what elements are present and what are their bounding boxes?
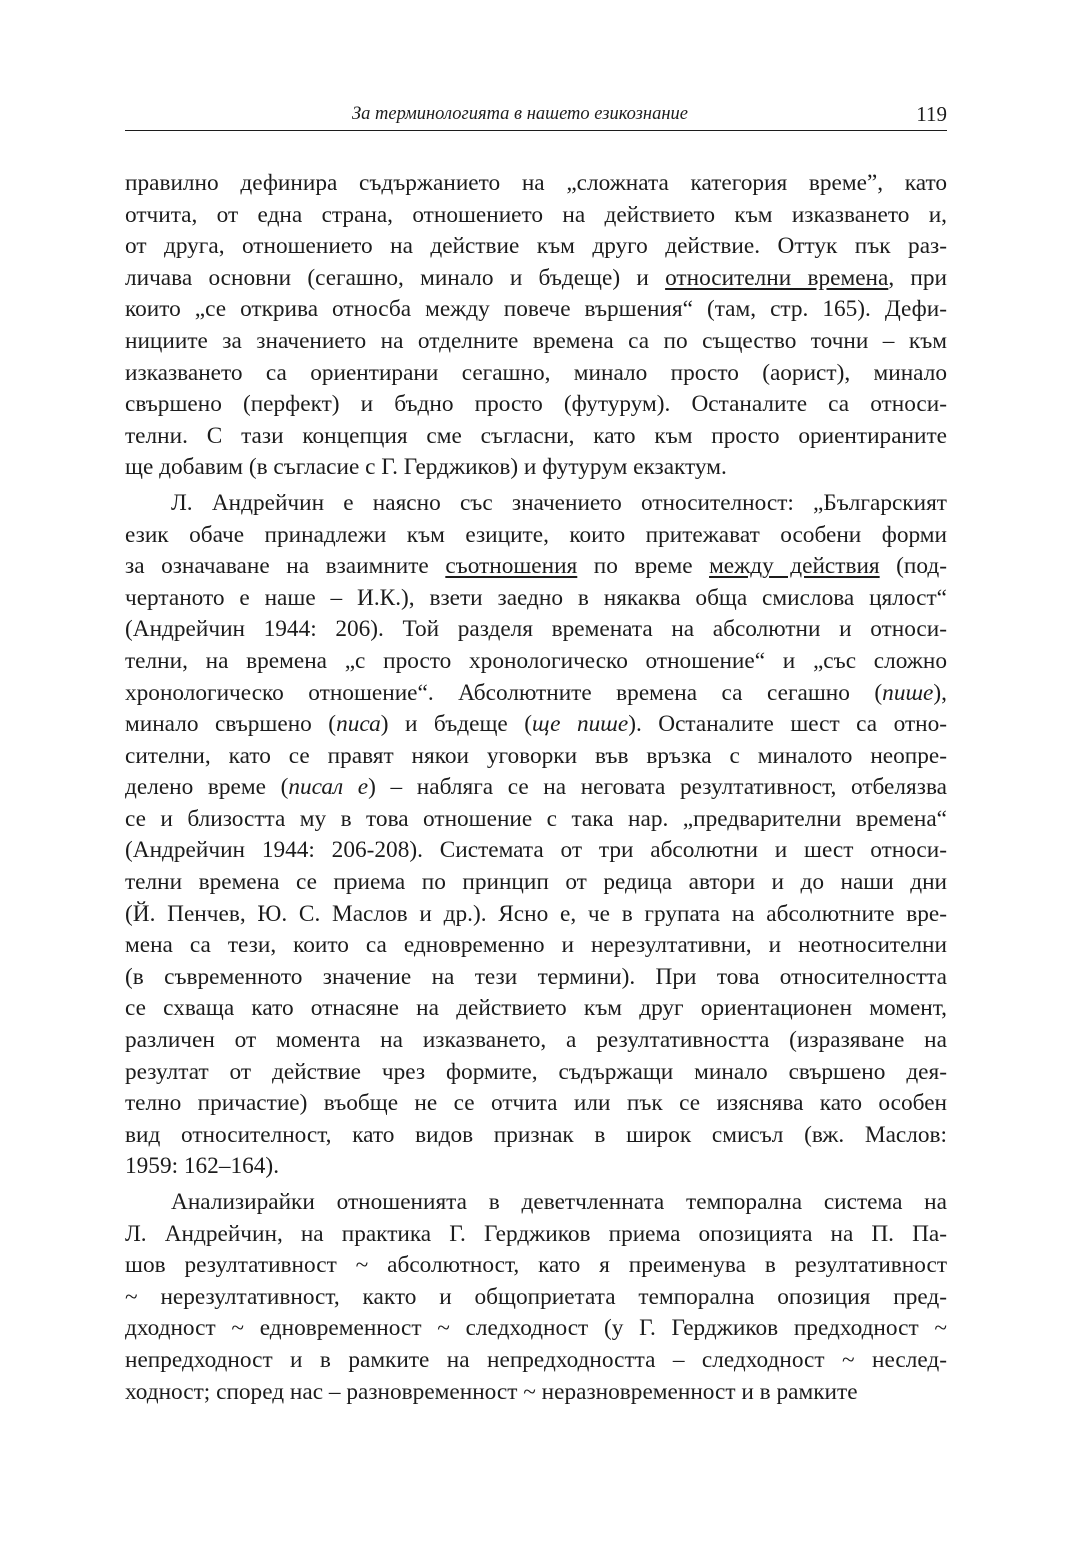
- body-text: [125, 168, 947, 1408]
- text-run: дходност ~ едновременност ~ следходност (у Г. Герджиков предходност ~: [125, 1315, 947, 1342]
- text-run: (Й. Пенчев, Ю. С. Маслов и др.). Ясно е, че в групата на абсолютните вре-: [125, 900, 947, 927]
- text-line: [125, 1120, 947, 1152]
- text-line: [125, 741, 947, 773]
- italic-text: пише: [882, 679, 934, 706]
- text-line: [125, 168, 947, 200]
- text-run: се схваща като отнасяне на действието към друг ориентационен момент,: [125, 995, 947, 1022]
- text-line: [125, 1219, 947, 1251]
- text-run: правилно дефинира съдържанието на „сложната категория време”, като: [125, 170, 947, 196]
- italic-text: писа: [336, 711, 381, 738]
- text-line: [125, 646, 947, 678]
- text-run: (под-: [879, 553, 947, 580]
- text-line: [125, 899, 947, 931]
- text-run: хронологическо отношение“. Абсолютните времена са сегашно (: [125, 679, 883, 706]
- text-line: [125, 520, 947, 552]
- paragraph: [125, 488, 947, 1183]
- text-run: (Андрейчин 1944: 206). Той разделя времената на абсолютни и относи-: [125, 616, 947, 643]
- text-run: непредходност и в рамките на непредходността – следходност ~ неслед-: [125, 1346, 947, 1373]
- text-run: ) – набляга се на неговата резултативност, отбелязва: [368, 774, 947, 801]
- text-line: [125, 962, 947, 994]
- text-run: за означаване на взаимните: [125, 553, 446, 580]
- text-run: различен от момента на изказването, а резултативността (изразяване на: [125, 1027, 947, 1054]
- text-line: [125, 709, 947, 741]
- text-run: сителни, като се правят някои уговорки във връзка с миналото неопре-: [125, 742, 947, 769]
- text-line: [125, 930, 947, 962]
- text-line: [125, 1151, 947, 1183]
- text-line: [125, 1088, 947, 1120]
- text-line: [125, 1313, 947, 1345]
- underlined-text: относителни времена: [665, 264, 889, 291]
- text-run: телни, на времена „с просто хронологическо отношение“ и „със сложно: [125, 647, 947, 674]
- text-run: ) и бъдеще (: [380, 711, 532, 738]
- text-line: [125, 1187, 947, 1219]
- text-run: телни времена се приема по принцип от редица автори и до наши дни: [125, 869, 947, 896]
- italic-text: ще пише: [531, 711, 629, 738]
- text-run: език обаче принадлежи към езиците, които притежават особени форми: [125, 521, 947, 548]
- text-run: се и близостта му в това отношение с така нар. „предварителни времена“: [125, 805, 947, 832]
- text-run: ),: [933, 679, 947, 706]
- underlined-text: между действия: [709, 553, 880, 580]
- running-title: За терминологията в нашето езикознание: [352, 104, 688, 124]
- text-run: (Андрейчин 1944: 206-208). Системата от три абсолютни и шест относи-: [125, 837, 947, 864]
- text-line: [125, 1282, 947, 1314]
- text-run: ). Останалите шест са отно-: [628, 711, 948, 738]
- text-run: Л. Андрейчин е наясно със значението относителност: „Българският: [171, 489, 947, 516]
- text-line: [125, 1250, 947, 1282]
- text-line: [125, 583, 947, 615]
- page-number: 119: [916, 102, 947, 126]
- text-line: [125, 200, 947, 232]
- text-line: [125, 231, 947, 263]
- text-run: , при: [888, 264, 948, 291]
- text-run: делено време (: [125, 774, 289, 801]
- text-run: Л. Андрейчин, на практика Г. Герджиков приема опозицията на П. Па-: [125, 1220, 947, 1247]
- text-line: [125, 1025, 947, 1057]
- text-run: свършено (перфект) и бъдно просто (футурум). Останалите са относи-: [125, 391, 947, 418]
- text-run: (в съвременното значение на тези термини). При това относителността: [125, 963, 947, 990]
- text-run: ходност; според нас – разновременност ~ неразновременност и в рамките: [125, 1378, 858, 1405]
- text-run: минало свършено (: [125, 711, 337, 738]
- text-run: 1959: 162–164).: [125, 1153, 280, 1180]
- text-run: ще добавим (в съгласие с Г. Герджиков) и футурум екзактум.: [125, 454, 727, 481]
- text-line: [125, 358, 947, 390]
- text-line: [125, 326, 947, 358]
- text-run: по време: [577, 553, 710, 580]
- paragraph: [125, 1187, 947, 1408]
- text-line: [125, 1345, 947, 1377]
- text-line: [125, 772, 947, 804]
- underlined-text: съотношения: [445, 553, 578, 580]
- paragraph: [125, 168, 947, 484]
- text-run: вид относителност, като видов признак в широк смисъл (вж. Маслов:: [125, 1121, 947, 1148]
- text-line: [125, 835, 947, 867]
- text-line: [125, 551, 947, 583]
- text-line: [125, 678, 947, 710]
- text-line: [125, 867, 947, 899]
- text-run: Анализирайки отношенията в деветчленната темпорална система на: [171, 1189, 947, 1215]
- text-line: [125, 488, 947, 520]
- text-run: които „се открива относба между повече вършения“ (там, стр. 165). Дефи-: [125, 296, 947, 323]
- text-line: [125, 421, 947, 453]
- text-line: [125, 1377, 947, 1409]
- text-run: изказването са ориентирани сегашно, минало просто (аорист), минало: [125, 359, 947, 386]
- text-run: мена са тези, които са едновременно и нерезултативни, и неотносителни: [125, 932, 947, 959]
- italic-text: писал е: [288, 774, 369, 801]
- text-run: телни. С тази концепция сме съгласни, като към просто ориентираните: [125, 422, 947, 449]
- text-run: от друга, отношението на действие към друго действие. Оттук пък раз-: [125, 233, 947, 260]
- text-run: телно причастие) въобще не се отчита или пък се изяснява като особен: [125, 1090, 947, 1117]
- text-run: личава основни (сегашно, минало и бъдеще) и: [125, 264, 666, 291]
- text-run: чертаното е наше – И.К.), взети заедно в някаква обща смислова цялост“: [125, 584, 947, 611]
- text-line: [125, 452, 947, 484]
- text-run: резултат от действие чрез формите, съдържащи минало свършено дея-: [125, 1058, 947, 1085]
- text-line: [125, 294, 947, 326]
- text-run: отчита, от една страна, отношението на действието към изказването и,: [125, 201, 947, 228]
- text-run: шов резултативност ~ абсолютност, като я преименува в резултативност: [125, 1252, 947, 1279]
- text-line: [125, 993, 947, 1025]
- text-line: [125, 1057, 947, 1089]
- text-run: ~ нерезултативност, както и общоприетата темпорална опозиция пред-: [125, 1283, 947, 1310]
- running-head: [125, 102, 947, 131]
- text-line: [125, 389, 947, 421]
- text-line: [125, 804, 947, 836]
- text-line: [125, 263, 947, 295]
- text-line: [125, 614, 947, 646]
- text-run: нициите за значението на отделните времена са по същество точни – към: [125, 327, 947, 354]
